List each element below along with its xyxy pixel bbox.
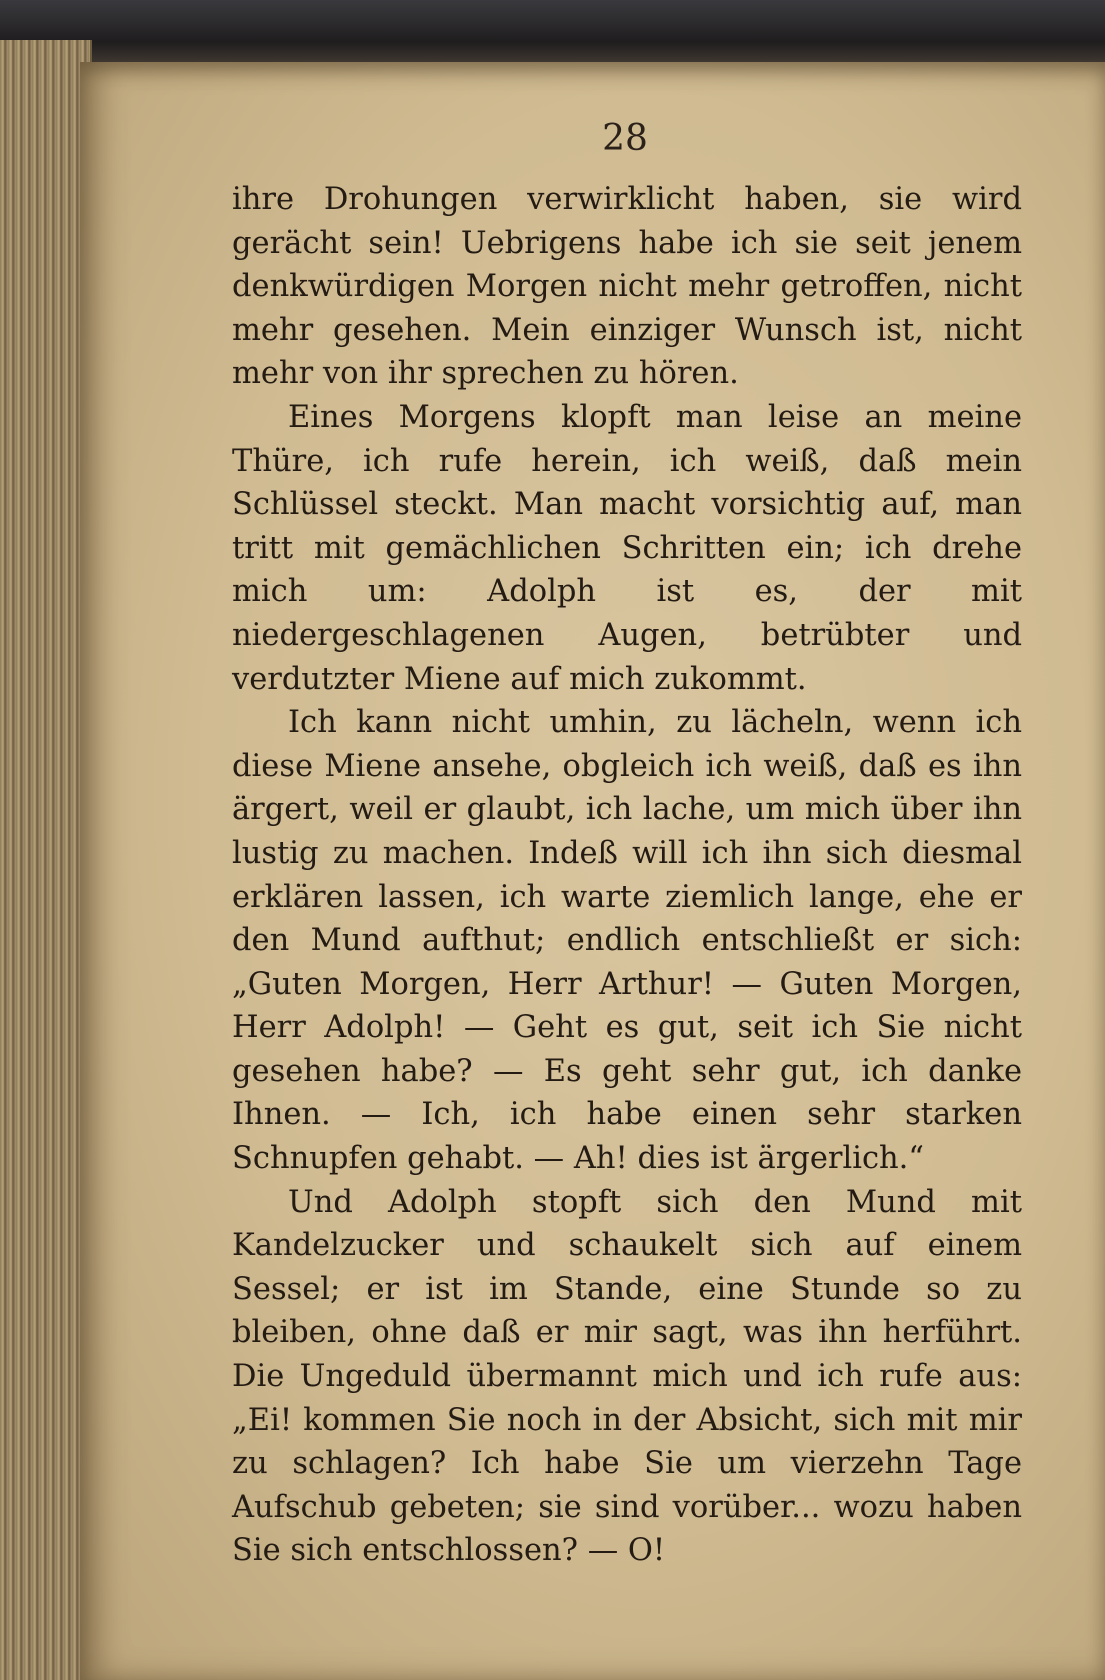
page-text xyxy=(232,178,1022,1573)
paragraph: Ich kann nicht umhin, zu lächeln, wenn ich diese Miene ansehe, obgleich ich weiß, daß es ihn ärgert, weil er glaubt, ich lache, um mich über ihn lustig zu machen. Indeß will ich ihn sich diesmal erklären lassen, ich warte ziemlich lange, ehe er den Mund aufthut; endlich entschließt er sich: „Guten Morgen, Herr Arthur! — Guten Morgen, Herr Adolph! — Geht es gut, seit ich Sie nicht gesehen habe? — Es geht sehr gut, ich danke Ihnen. — Ich, ich habe einen sehr starken Schnupfen gehabt. — Ah! dies ist ärgerlich.“ xyxy=(232,705,1022,1177)
paragraph: ihre Drohungen verwirklicht haben, sie wird gerächt sein! Uebrigens habe ich sie seit jenem denkwürdigen Morgen nicht mehr getroffen, nicht mehr gesehen. Mein einziger Wunsch ist, nicht mehr von ihr sprechen zu hören. xyxy=(232,182,1022,392)
paragraph: Und Adolph stopft sich den Mund mit Kandelzucker und schaukelt sich auf einem Sessel; er ist im Stande, eine Stunde so zu bleiben, ohne daß er mir sagt, was ihn herführt. Die Ungeduld übermannt mich und ich rufe aus: „Ei! kommen Sie noch in der Absicht, sich mit mir zu schlagen? Ich habe Sie um vierzehn Tage Aufschub gebeten; sie sind vorüber... wozu haben Sie sich entschlossen? — O! xyxy=(232,1184,1022,1569)
page-edges xyxy=(0,40,92,1680)
book-cover-edge xyxy=(0,0,1105,70)
page-number: 28 xyxy=(602,118,648,159)
paragraph: Eines Morgens klopft man leise an meine Thüre, ich rufe herein, ich weiß, daß mein Schlüssel steckt. Man macht vorsichtig auf, man tritt mit gemächlichen Schritten ein; ich drehe mich um: Adolph ist es, der mit niedergeschlagenen Augen, betrübter und verdutzter Miene auf mich zukommt. xyxy=(232,399,1022,697)
